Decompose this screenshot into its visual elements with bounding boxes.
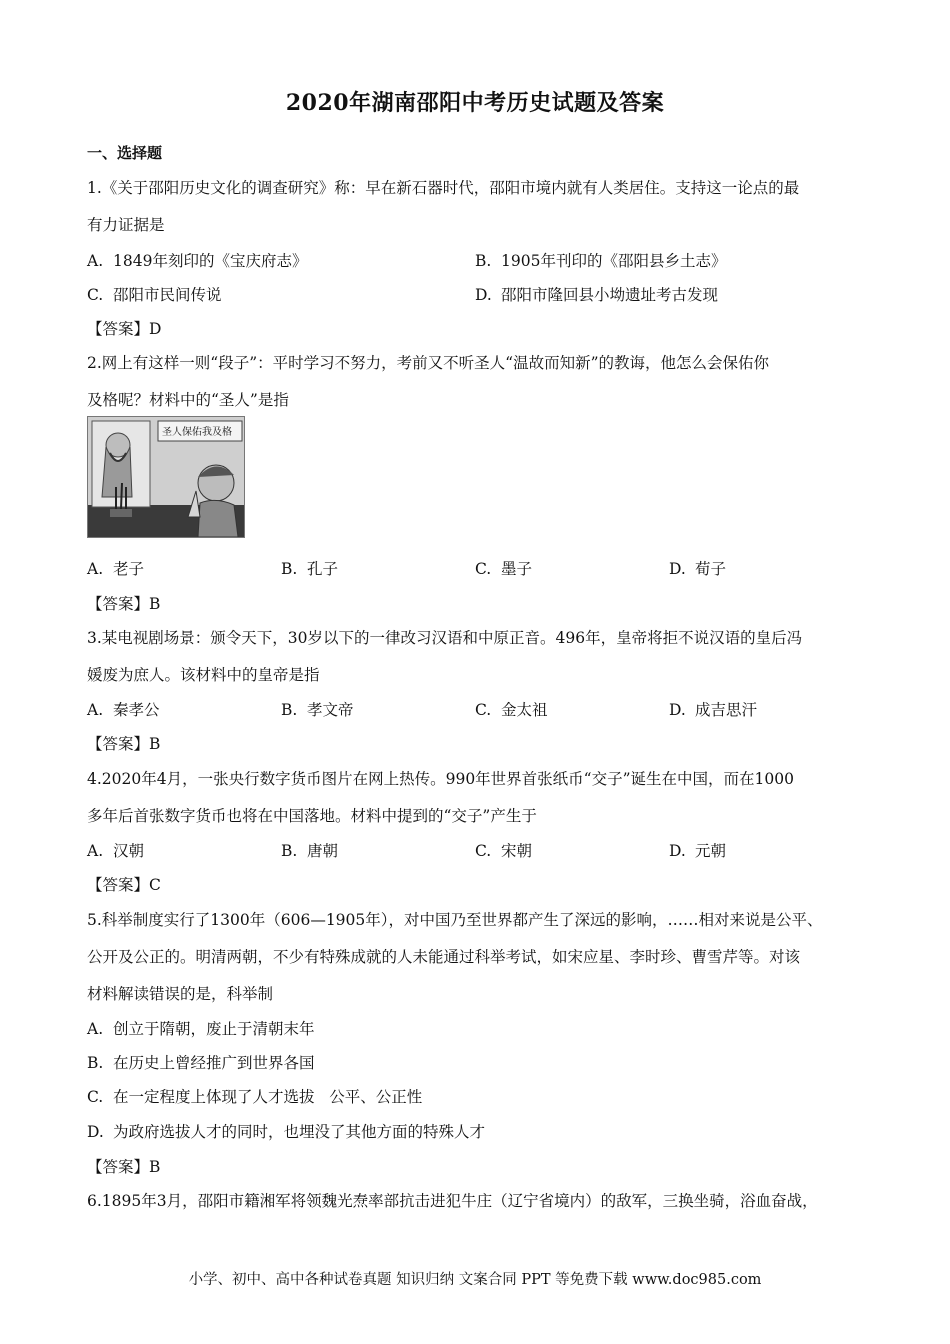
option-b: B. 在历史上曾经推广到世界各国 (87, 1054, 315, 1072)
option-d: D. 元朝 (669, 842, 727, 860)
section-heading: 一、选择题 (87, 144, 163, 162)
option-a: A. 老子 (87, 560, 145, 578)
option-b: B. 孝文帝 (281, 701, 354, 719)
answer-4: 【答案】C (87, 876, 161, 894)
option-d: D. 邵阳市隆回县小坳遗址考古发现 (475, 286, 719, 304)
answer-2: 【答案】B (87, 595, 161, 613)
option-c: C. 金太祖 (475, 701, 548, 719)
option-c: C. 在一定程度上体现了人才选拔 公平、公正性 (87, 1088, 423, 1106)
option-b: B. 孔子 (281, 560, 339, 578)
option-a: A. 秦孝公 (87, 701, 160, 719)
question-4-text-cont: 多年后首张数字货币也将在中国落地。材料中提到的“交子”产生于 (87, 807, 537, 825)
question-2-text: 2.网上有这样一则“段子”：平时学习不努力，考前又不听圣人“温故而知新”的教诲，他怎么会保佑你 (87, 354, 769, 372)
page-title: 2020年湖南邵阳中考历史试题及答案 (285, 90, 665, 116)
option-d: D. 成吉思汗 (669, 701, 758, 719)
option-c: C. 邵阳市民间传说 (87, 286, 222, 304)
option-d: D. 为政府选拔人才的同时，也埋没了其他方面的特殊人才 (87, 1123, 486, 1141)
option-a: A. 汉朝 (87, 842, 145, 860)
question-2-text-cont: 及格呢？材料中的“圣人”是指 (87, 391, 289, 409)
question-5-text-cont-2: 材料解读错误的是，科举制 (87, 985, 274, 1003)
answer-1: 【答案】D (87, 320, 162, 338)
option-c: C. 宋朝 (475, 842, 533, 860)
speech-bubble-text: 圣人保佑我及格 (162, 427, 232, 438)
option-a: A. 1849年刻印的《宝庆府志》 (87, 252, 308, 270)
question-5-text-cont: 公开及公正的。明清两朝，不少有特殊成就的人未能通过科举考试，如宋应星、李时珍、曹雪芹等。对该 (87, 948, 801, 966)
option-a: A. 创立于隋朝，废止于清朝末年 (87, 1020, 315, 1038)
cartoon-illustration (88, 417, 244, 537)
question-1-text: 1.《关于邵阳历史文化的调查研究》称：早在新石器时代，邵阳市境内就有人类居住。支持这一论点的最 (87, 179, 800, 197)
option-c: C. 墨子 (475, 560, 533, 578)
confucius-cartoon-image (87, 416, 245, 538)
option-b: B. 1905年刊印的《邵阳县乡土志》 (475, 252, 727, 270)
question-1-text-cont: 有力证据是 (87, 216, 165, 234)
question-3-text-cont: 媛废为庶人。该材料中的皇帝是指 (87, 666, 320, 684)
question-6-text: 6.1895年3月，邵阳市籍湘军将领魏光焘率部抗击进犯牛庄（辽宁省境内）的敌军，三换坐骑，浴血奋战， (87, 1192, 818, 1210)
option-b: B. 唐朝 (281, 842, 339, 860)
option-d: D. 荀子 (669, 560, 727, 578)
question-4-text: 4.2020年4月，一张央行数字货币图片在网上热传。990年世界首张纸币“交子”诞生在中国，而在1000 (87, 770, 794, 788)
question-3-text: 3.某电视剧场景：颁令天下，30岁以下的一律改习汉语和中原正音。496年，皇帝将拒不说汉语的皇后冯 (87, 629, 803, 647)
answer-3: 【答案】B (87, 735, 161, 753)
answer-5: 【答案】B (87, 1158, 161, 1176)
question-5-text: 5.科举制度实行了1300年（606—1905年），对中国乃至世界都产生了深远的影响，……相对来说是公平、 (87, 911, 823, 929)
page-footer: 小学、初中、高中各种试卷真题 知识归纳 文案合同 PPT 等免费下载 www.doc985.com (188, 1272, 762, 1288)
